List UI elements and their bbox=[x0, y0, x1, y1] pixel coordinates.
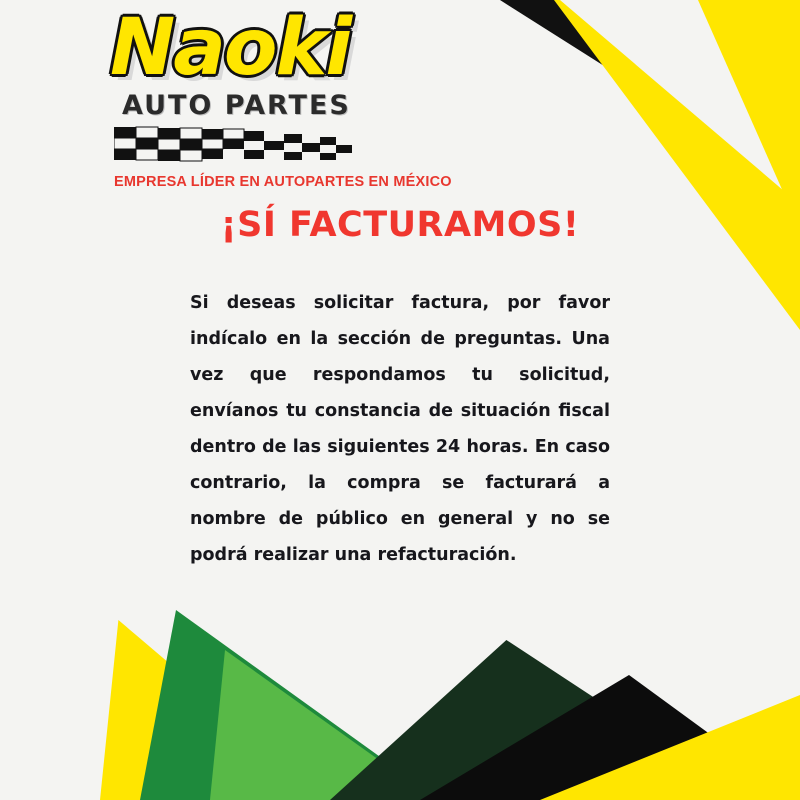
brand-logo bbox=[110, 3, 480, 190]
brand-tagline: EMPRESA LÍDER EN AUTOPARTES EN MÉXICO bbox=[114, 174, 452, 190]
brand-name: Naoki bbox=[110, 3, 351, 93]
body-paragraph: Si deseas solicitar factura, por favor indícalo en la sección de preguntas. Una vez que respondamos tu solicitud, envíanos tu constancia de situación fiscal dentro de las siguientes 24 horas. En caso contrario, la compra se facturará a nombre de público en general y no se podrá realizar una refacturación. bbox=[190, 293, 610, 565]
bottom-decoration bbox=[0, 570, 800, 800]
headline: ¡SÍ FACTURAMOS! bbox=[220, 205, 580, 245]
brand-subtitle: AUTO PARTES bbox=[122, 90, 351, 121]
checkered-flag-icon bbox=[114, 125, 364, 167]
